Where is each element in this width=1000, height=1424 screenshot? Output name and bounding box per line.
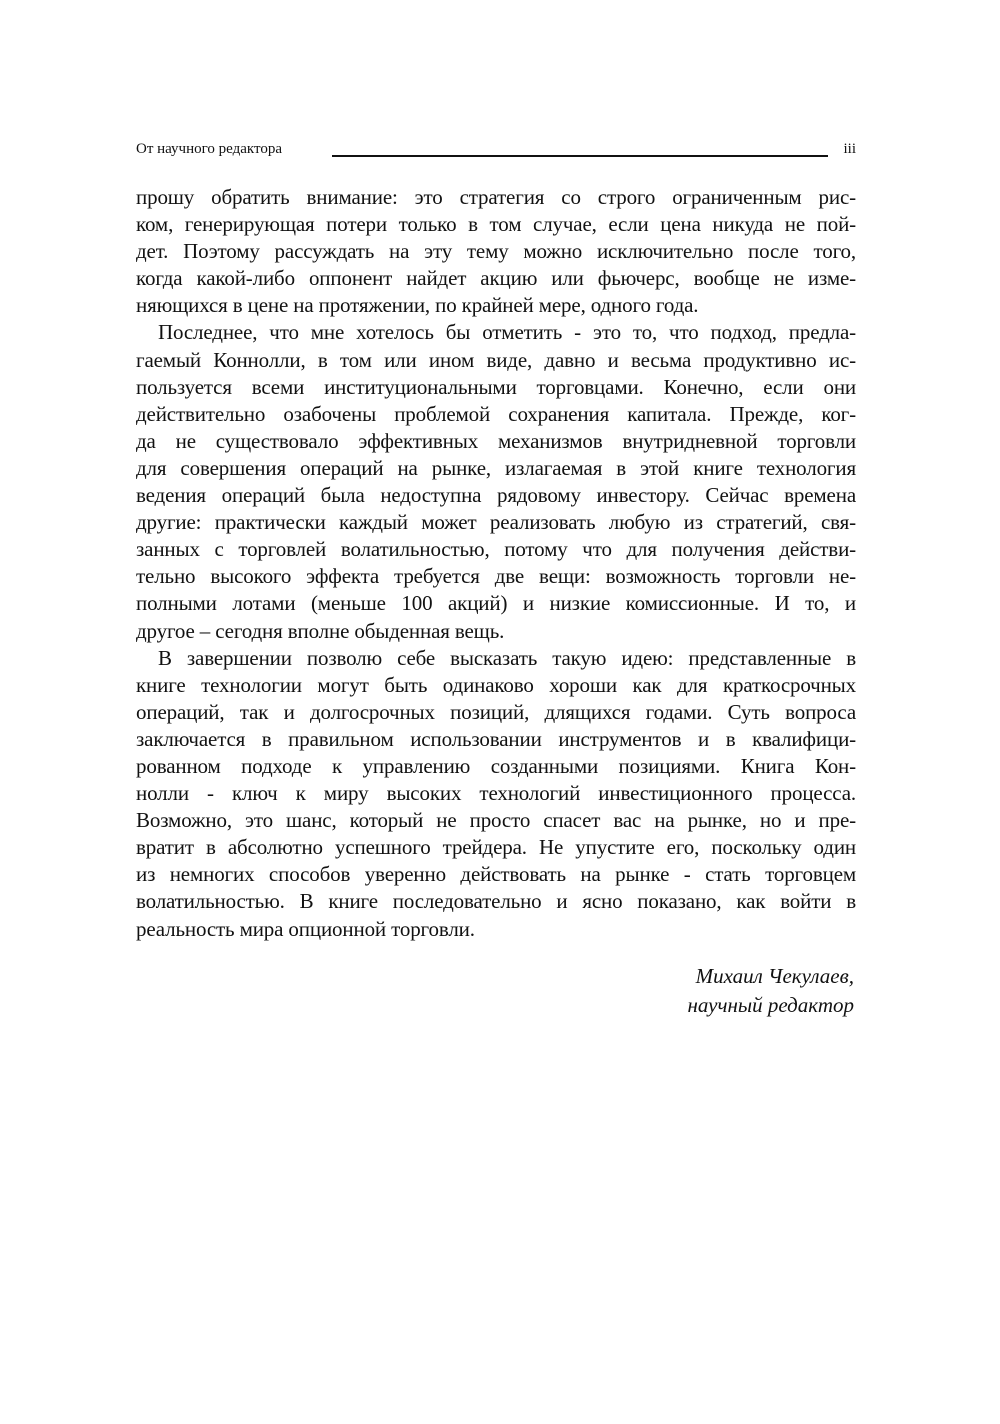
header-rule xyxy=(332,155,828,157)
text-line: ком, генерирующая потери только в том случае, если цена никуда не пой- xyxy=(136,212,856,237)
text-line: гаемый Коннолли, в том или ином виде, давно и весьма продуктивно ис- xyxy=(136,347,856,372)
text-line: нолли - ключ к миру высоких технологий инвестиционного процесса. xyxy=(136,781,856,806)
text-line: ведения операций была недоступна рядовому инвестору. Сейчас времена xyxy=(136,483,856,508)
text-line: рованном подходе к управлению созданными позициями. Книга Кон- xyxy=(136,753,856,778)
text-line: Последнее, что мне хотелось бы отметить - это то, что подход, предла- xyxy=(158,320,856,345)
text-line: В завершении позволю себе высказать такую идею: представленные в xyxy=(158,645,856,670)
text-line: Возможно, это шанс, который не просто спасет вас на рынке, но и пре- xyxy=(136,808,856,833)
text-line: операций, так и долгосрочных позиций, длящихся годами. Суть вопроса xyxy=(136,699,856,724)
text-line: из немногих способов уверенно действовать на рынке - стать торговцем xyxy=(136,862,856,887)
text-line: реальность мира опционной торговли. xyxy=(136,916,475,941)
signature-role: научный редактор xyxy=(687,993,854,1017)
text-line: другое – сегодня вполне обыденная вещь. xyxy=(136,618,505,643)
paragraph xyxy=(136,645,856,943)
text-line: занных с торговлей волатильностью, потому что для получения действи- xyxy=(136,537,856,562)
text-line: волатильностью. В книге последовательно и ясно показано, как войти в xyxy=(136,889,856,914)
text-line: тельно высокого эффекта требуется две вещи: возможность торговли не- xyxy=(136,564,856,589)
running-header xyxy=(136,141,858,163)
text-line: для совершения операций на рынке, излагаемая в этой книге технология xyxy=(136,455,856,480)
text-line: другие: практически каждый может реализовать любую из стратегий, свя- xyxy=(136,510,856,535)
paragraph xyxy=(136,184,856,319)
text-line: прошу обратить внимание: это стратегия со строго ограниченным рис- xyxy=(136,185,856,209)
signature xyxy=(687,962,854,1020)
text-line: няющихся в цене на протяжении, по крайней мере, одного года. xyxy=(136,293,699,318)
text-line: да не существовало эффективных механизмов внутридневной торговли xyxy=(136,428,856,453)
text-line: вратит в абсолютно успешного трейдера. Не упустите его, поскольку один xyxy=(136,835,856,860)
text-line: дет. Поэтому рассуждать на эту тему можно исключительно после того, xyxy=(136,239,856,264)
signature-name: Михаил Чекулаев, xyxy=(695,964,854,988)
page-number: iii xyxy=(843,141,856,157)
text-line: пользуется всеми институциональными торговцами. Конечно, если они xyxy=(136,374,856,399)
body-text xyxy=(136,184,856,943)
text-line: полными лотами (меньше 100 акций) и низкие комиссионные. И то, и xyxy=(136,591,856,616)
text-line: когда какой-либо оппонент найдет акцию или фьючерс, вообще не изме- xyxy=(136,266,856,291)
running-header-title: От научного редактора xyxy=(136,141,283,157)
text-line: действительно озабочены проблемой сохранения капитала. Прежде, ког- xyxy=(136,401,856,426)
text-line: заключается в правильном использовании инструментов и в квалифици- xyxy=(136,726,856,751)
text-line: книге технологии могут быть одинаково хороши как для краткосрочных xyxy=(136,672,856,697)
paragraph xyxy=(136,319,856,644)
